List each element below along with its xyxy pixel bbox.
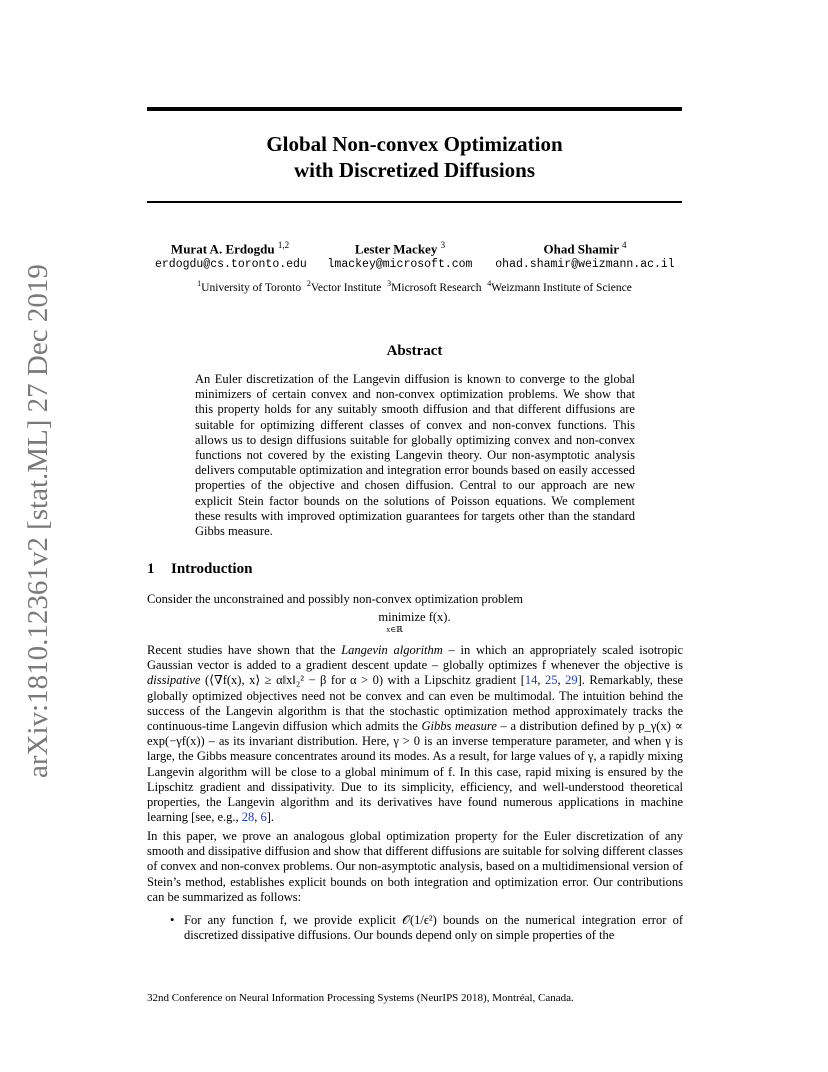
citation-link[interactable]: 29 xyxy=(565,673,578,688)
text-run: (⟨∇f(x), x⟩ ≥ α‖x‖₂² − β for α > 0) with a Lipschitz gradient [ xyxy=(200,673,525,688)
affil-mark: 2 xyxy=(306,279,311,288)
title-line-2: with Discretized Diffusions xyxy=(293,158,536,182)
optimization-equation xyxy=(147,610,682,634)
text-run: Recent studies have shown that the xyxy=(147,643,342,657)
author-affil-mark: 1,2 xyxy=(277,240,290,250)
author-affil-mark: 3 xyxy=(440,240,446,250)
intro-lead: Consider the unconstrained and possibly non-convex optimization problem xyxy=(147,592,523,606)
bullet-icon: • xyxy=(170,913,175,927)
author-name: Lester Mackey xyxy=(354,241,438,257)
paper-title xyxy=(147,131,682,183)
text-run: ]. Remarkably, these globally optimized objectives need not be convex and can even be multimodal. The intuition behind the success of the Langevin algorithm is that the stochastic optimization method approximately tracks the continuous-time Langevin diffusion which admits the xyxy=(147,673,683,734)
text-run: , xyxy=(254,810,261,825)
affil-weizmann: Weizmann Institute of Science xyxy=(491,281,632,294)
emphasis: Gibbs measure xyxy=(421,719,497,734)
author-email[interactable]: erdogdu@cs.toronto.edu xyxy=(155,258,307,272)
emphasis: Langevin algorithm xyxy=(341,643,443,657)
emphasis: dissipative xyxy=(147,673,201,688)
author-block xyxy=(147,237,682,277)
author-shamir xyxy=(490,237,680,273)
abstract-heading: Abstract xyxy=(386,343,443,359)
intro-paragraph-2: In this paper, we prove an analogous global optimization property for the Euler discretization of any smooth and dissipative diffusion and show that different diffusions are suitable for solving different classes of convex and non-convex problems. Our non-asymptotic analysis, based on a multidimensional version of Stein’s method, establishes explicit bounds on both integration and optimization error. Our contributions can be summarized as follows: xyxy=(147,829,683,904)
contribution-bullet xyxy=(170,913,683,943)
author-affil-mark: 4 xyxy=(622,240,627,250)
conference-footer: 32nd Conference on Neural Information Processing Systems (NeurIPS 2018), Montréal, Canada. xyxy=(147,992,574,1004)
arxiv-identifier: arXiv:1810.12361v2 [stat.ML] 27 Dec 2019 xyxy=(22,264,54,778)
affiliations xyxy=(147,276,682,296)
bullet-text: For any function f, we provide explicit 𝒪(1/ϵ²) bounds on the numerical integration error of discretized dissipative diffusions. Our bounds depend only on simple properties of the xyxy=(184,913,683,943)
section-title: Introduction xyxy=(171,561,253,577)
text-run: – in which an appropriately scaled isotropic Gaussian vector is added to a gradient descent update – globally optimizes f whenever the objective is xyxy=(147,643,683,673)
citation-link[interactable]: 6 xyxy=(260,810,267,825)
title-top-rule xyxy=(147,107,682,111)
text-run: – a distribution defined by p_γ(x) ∝ exp(−γf(x)) – as its invariant distribution. Here, γ > 0 is an inverse temperature parameter, and when γ is large, the Gibbs measure concentrates around its modes. As a result, for large values of γ, a rapidly mixing Langevin algorithm will be close to a global minimum of f. In this case, rapid mixing is ensured by the Lipschitz gradient and dissipativity. Due to its simplicity, efficiency, and well-understood theoretical properties, the Langevin algorithm and its derivatives have found numerous applications in machine learning [see, e.g., xyxy=(147,719,683,825)
equation-subscript: x∈ℝ xyxy=(386,625,403,634)
equation-main: minimize f(x). xyxy=(378,610,451,624)
section-number: 1 xyxy=(147,561,155,577)
affil-vector: Vector Institute xyxy=(310,281,382,294)
affil-mark: 1 xyxy=(197,279,202,288)
author-name: Murat A. Erdogdu xyxy=(170,241,275,257)
affil-mark: 3 xyxy=(387,279,392,288)
author-email[interactable]: lmackey@microsoft.com xyxy=(327,258,473,272)
abstract-text: An Euler discretization of the Langevin diffusion is known to converge to the global minimizers of certain convex and non-convex optimization problems. We show that this property holds for any suitably smooth diffusion and that different diffusions are suitable for optimizing different classes of convex and non-convex functions. This allows us to design diffusions suitable for globally optimizing convex and non-convex functions not covered by the existing Langevin theory. Our non-asymptotic analysis delivers computable optimization and integration error bounds based on easily accessed properties of the objective and chosen diffusion. Central to our approach are new explicit Stein factor bounds on the solutions of Poisson equations. We complement these results with improved optimization guarantees for targets other than the standard Gibbs measure. xyxy=(195,372,635,539)
citation-link[interactable]: 28 xyxy=(241,810,255,825)
title-line-1: Global Non-convex Optimization xyxy=(266,132,563,156)
author-email[interactable]: ohad.shamir@weizmann.ac.il xyxy=(495,258,675,272)
text-run: ]. xyxy=(266,810,275,825)
author-mackey xyxy=(325,237,475,273)
affil-mark: 4 xyxy=(487,279,492,288)
author-erdogdu xyxy=(155,237,305,273)
affil-toronto: University of Toronto xyxy=(201,281,302,294)
intro-paragraph-1 xyxy=(147,643,683,825)
title-bottom-rule xyxy=(147,201,682,203)
citation-link[interactable]: 25 xyxy=(545,673,558,688)
affil-microsoft: Microsoft Research xyxy=(391,281,482,294)
author-name: Ohad Shamir xyxy=(543,241,619,257)
section-heading xyxy=(147,559,252,579)
text-run: , xyxy=(557,673,566,688)
text-run: , xyxy=(537,673,545,688)
citation-link[interactable]: 14 xyxy=(524,673,538,688)
